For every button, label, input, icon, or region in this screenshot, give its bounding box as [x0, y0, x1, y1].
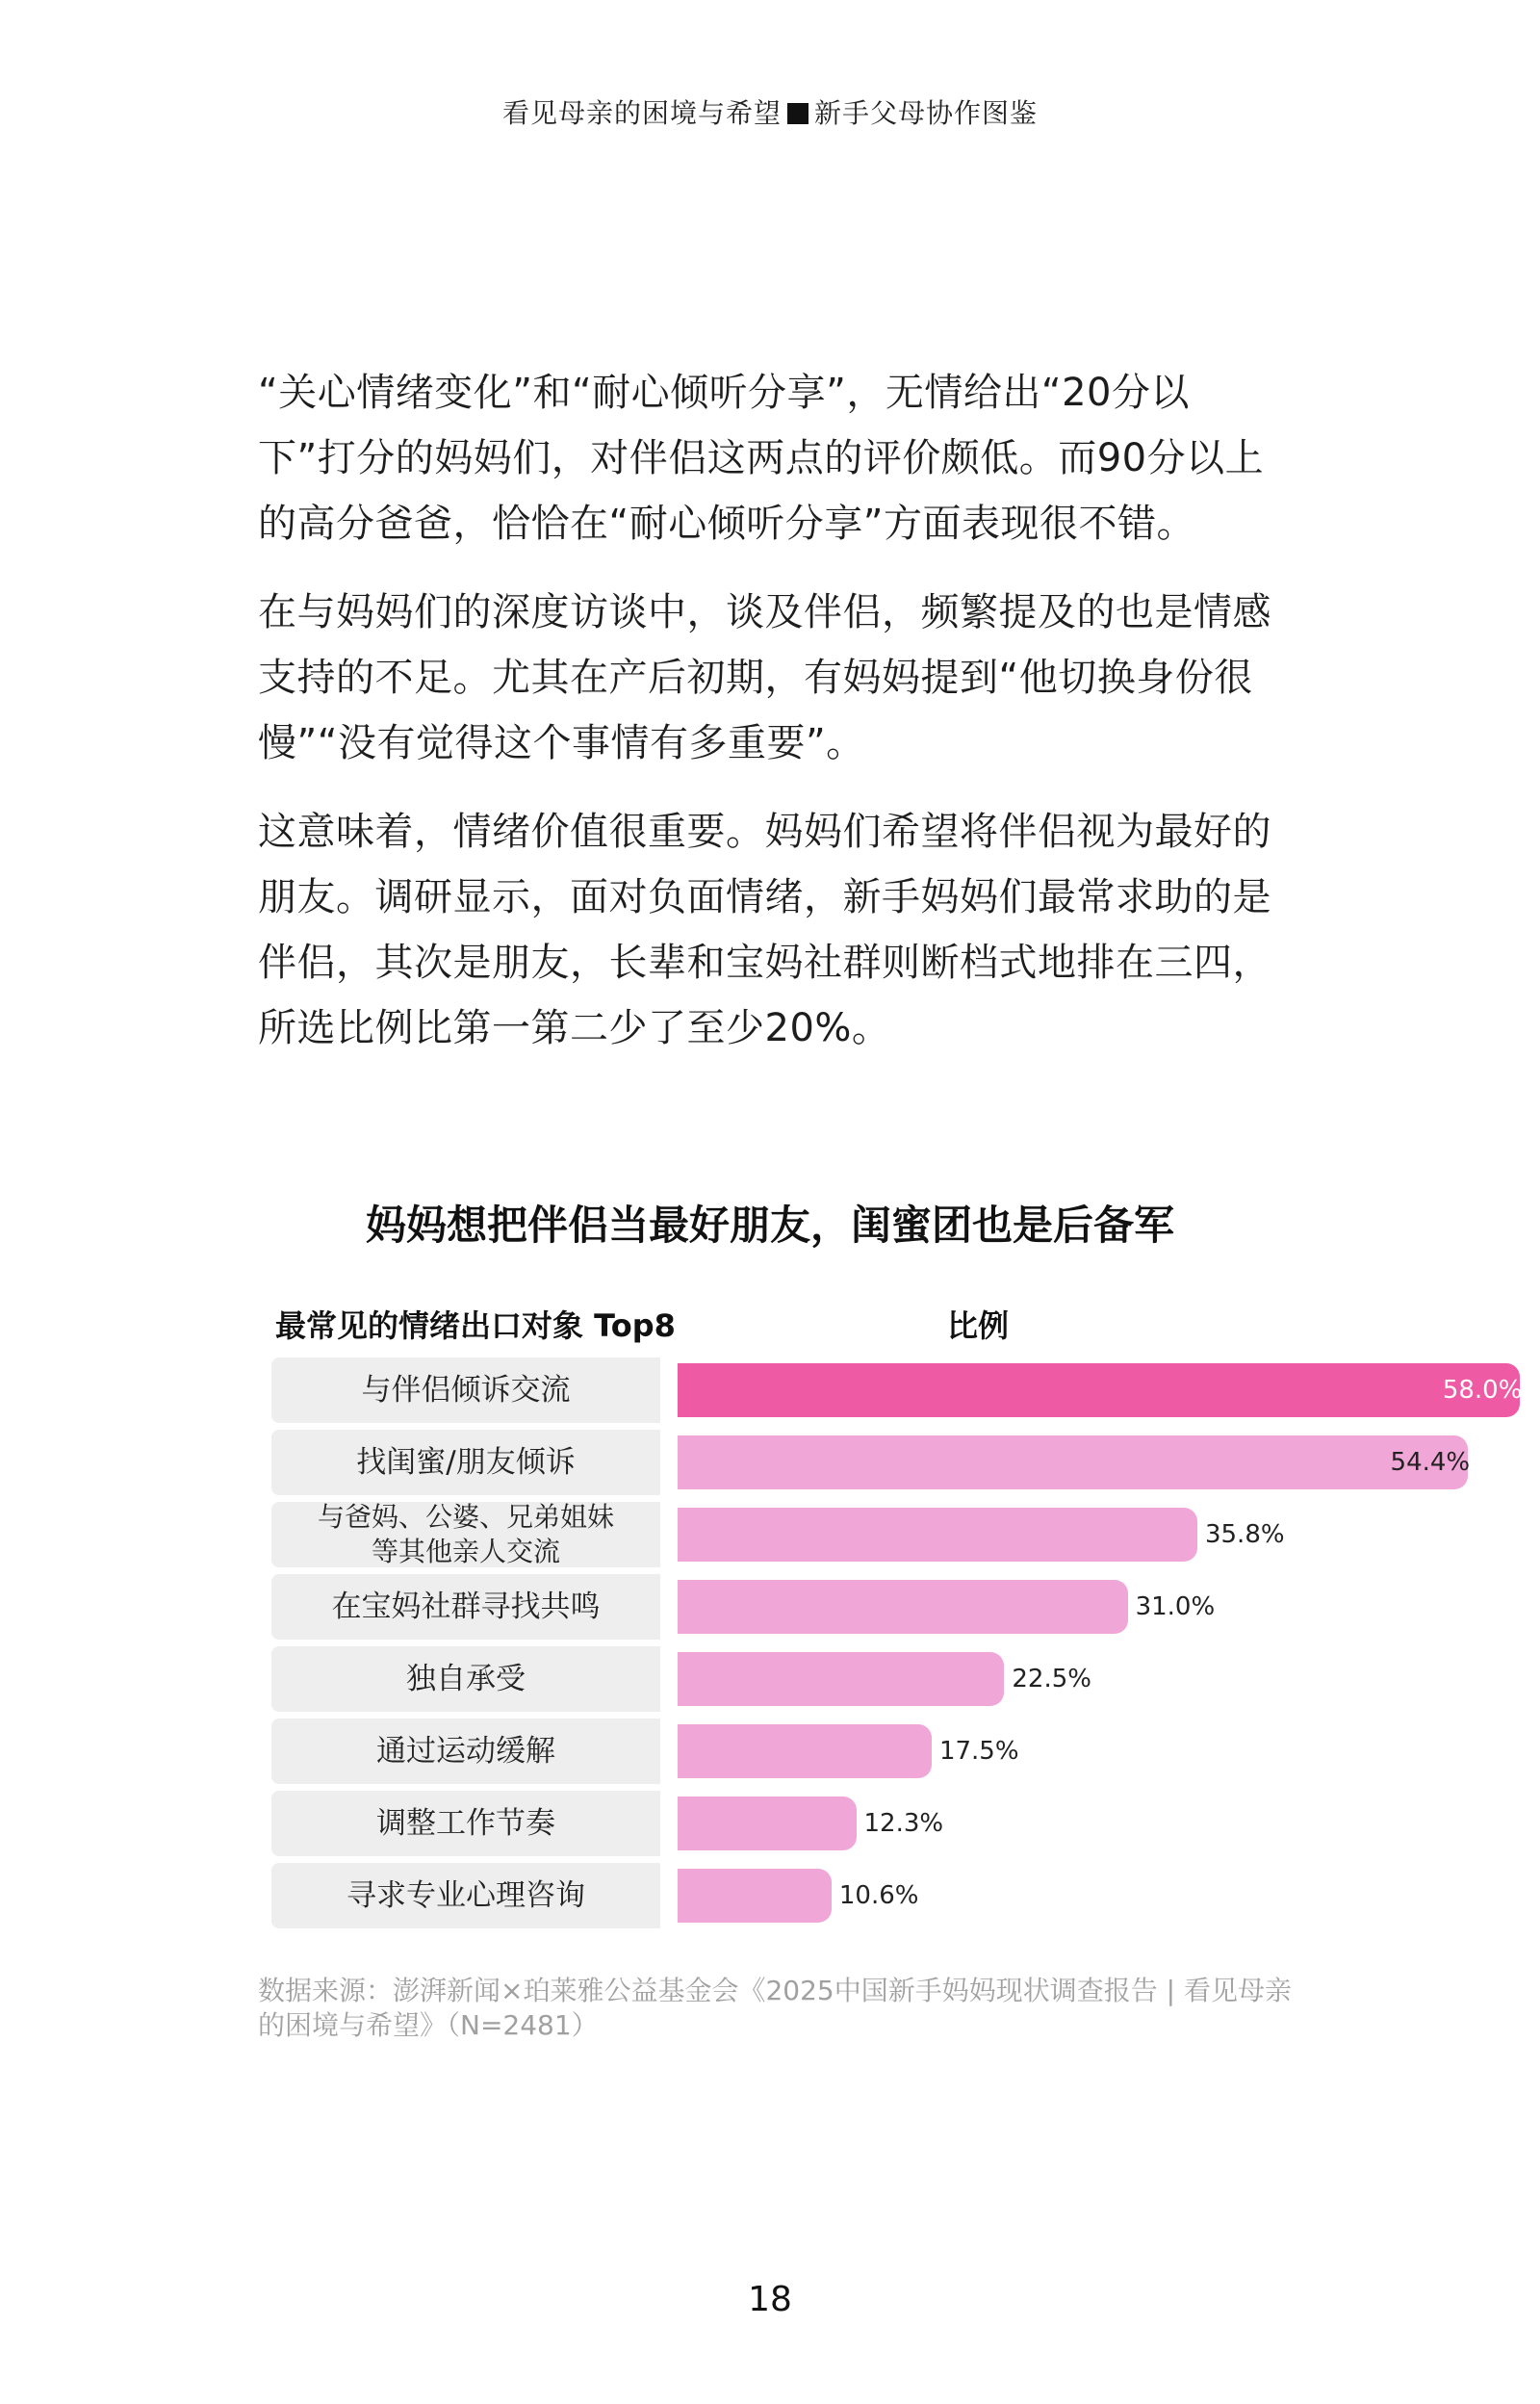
- paragraph-3: 这意味着，情绪价值很重要。妈妈们希望将伴侣视为最好的朋友。调研显示，面对负面情绪，新手妈妈们最常求助的是伴侣，其次是朋友，长辈和宝妈社群则断档式地排在三四，所选比例比第一第二少了至少20%。: [258, 810, 1271, 1050]
- value-column-header: 比例: [947, 1307, 1010, 1344]
- bar: [678, 1869, 832, 1923]
- category-label: 通过运动缓解: [271, 1719, 660, 1784]
- chart-row: [271, 1646, 1292, 1712]
- data-source-note: 数据来源：澎湃新闻×珀莱雅公益基金会《2025中国新手妈妈现状调查报告 | 看见母亲的困境与希望》（N=2481）: [258, 1975, 1292, 2041]
- chart-row: [271, 1502, 1292, 1567]
- data-label: 17.5%: [938, 1737, 1019, 1766]
- data-label: 35.8%: [1204, 1520, 1285, 1549]
- chart-row: [271, 1791, 1292, 1856]
- category-label: 与爸妈、公婆、兄弟姐妹 等其他亲人交流: [271, 1502, 660, 1567]
- data-label: 54.4%: [1390, 1448, 1471, 1477]
- data-label: 22.5%: [1012, 1665, 1091, 1693]
- category-label: 在宝妈社群寻找共鸣: [271, 1574, 660, 1640]
- category-label: 调整工作节奏: [271, 1791, 660, 1856]
- header-right: 新手父母协作图鉴: [814, 97, 1039, 129]
- data-label: 31.0%: [1135, 1592, 1216, 1621]
- chart-row: [271, 1719, 1292, 1784]
- paragraph-2: 在与妈妈们的深度访谈中，谈及伴侣，频繁提及的也是情感支持的不足。尤其在产后初期，有妈妈提到“他切换身份很慢”“没有觉得这个事情有多重要”。: [258, 590, 1271, 765]
- category-column-header: 最常见的情绪出口对象 Top8: [275, 1307, 676, 1344]
- bar: [678, 1724, 932, 1778]
- bar: [678, 1580, 1128, 1634]
- page-number: 18: [748, 2280, 792, 2319]
- data-label: 12.3%: [863, 1809, 944, 1838]
- category-label: 独自承受: [271, 1646, 660, 1712]
- bar: [678, 1797, 857, 1850]
- category-label: 找闺蜜/朋友倾诉: [271, 1430, 660, 1495]
- data-label: 10.6%: [838, 1881, 919, 1910]
- category-label: 寻求专业心理咨询: [271, 1863, 660, 1928]
- bar: [678, 1508, 1197, 1562]
- paragraph-1: “关心情绪变化”和“耐心倾听分享”，无情给出“20分以下”打分的妈妈们，对伴侣这两点的评价颇低。而90分以上的高分爸爸，恰恰在“耐心倾听分享”方面表现很不错。: [258, 371, 1265, 546]
- square-separator-icon: [787, 103, 808, 124]
- bar: [678, 1652, 1004, 1706]
- body-text: [258, 360, 1288, 1084]
- chart-row: [271, 1863, 1292, 1928]
- chart-row: [271, 1357, 1523, 1423]
- chart-row: [271, 1430, 1471, 1495]
- category-label: 与伴侣倾诉交流: [271, 1357, 660, 1423]
- running-header: [0, 92, 1540, 131]
- bar: [678, 1363, 1520, 1417]
- chart-row: [271, 1574, 1292, 1640]
- header-left: 看见母亲的困境与希望: [501, 97, 782, 129]
- bar: [678, 1435, 1468, 1489]
- data-label: 58.0%: [1442, 1376, 1523, 1405]
- chart-title: 妈妈想把伴侣当最好朋友，闺蜜团也是后备军: [365, 1202, 1174, 1249]
